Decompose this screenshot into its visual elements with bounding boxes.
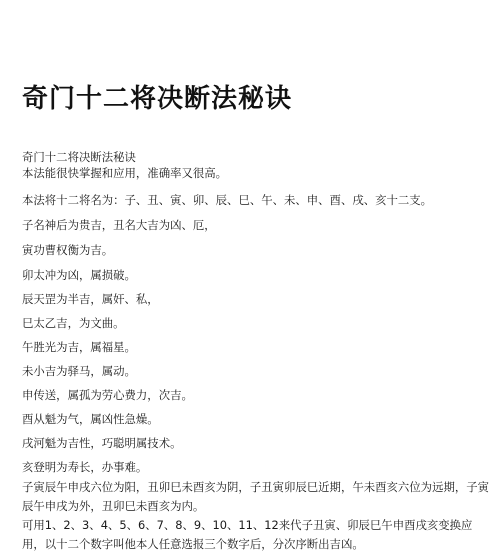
article-line: 寅功曹权衡为吉。 xyxy=(22,243,114,257)
article-line: 申传送，属孤为劳心费力，次吉。 xyxy=(22,388,193,402)
article-line: 奇门十二将决断法秘诀 xyxy=(22,150,136,164)
article-line: 本法能很快掌握和应用，准确率又很高。 xyxy=(22,166,228,180)
article-line: 午胜光为吉，属福星。 xyxy=(22,340,136,354)
article-paragraph: 子寅辰午申戌六位为阳，丑卯巳未酉亥为阴，子丑寅卯辰巳近期，午未酉亥六位为远期，子寅辰午申戌为外，丑卯巳未酉亥为内。 xyxy=(22,480,490,513)
article-line: 本法将十二将名为：子、丑、寅、卯、辰、巳、午、未、申、酉、戌、亥十二支。 xyxy=(22,193,433,207)
article-line: 戌河魁为吉性，巧聪明属技术。 xyxy=(22,436,182,450)
article-line: 亥登明为寿长，办事难。 xyxy=(22,460,148,474)
article-line: 未小吉为驿马，属动。 xyxy=(22,364,136,378)
article-line: 辰天罡为半吉，属奸、私， xyxy=(22,292,159,306)
article-paragraph: 可用1、2、3、4、5、6、7、8、9、10、11、12来代子丑寅、卯辰巳午申酉戌亥变换应用，以十二个数字叫他本人任意选报三个数字后，分次序断出吉凶。 xyxy=(22,518,473,551)
article-line: 巳太乙吉，为文曲。 xyxy=(22,316,125,330)
article-line: 子名神后为贵吉，丑名大吉为凶、厄， xyxy=(22,218,216,232)
article-line: 卯太冲为凶，属损破。 xyxy=(22,268,136,282)
article-line: 酉从魁为气，属凶性急燥。 xyxy=(22,412,159,426)
article-title: 奇门十二将决断法秘诀 xyxy=(22,84,293,114)
